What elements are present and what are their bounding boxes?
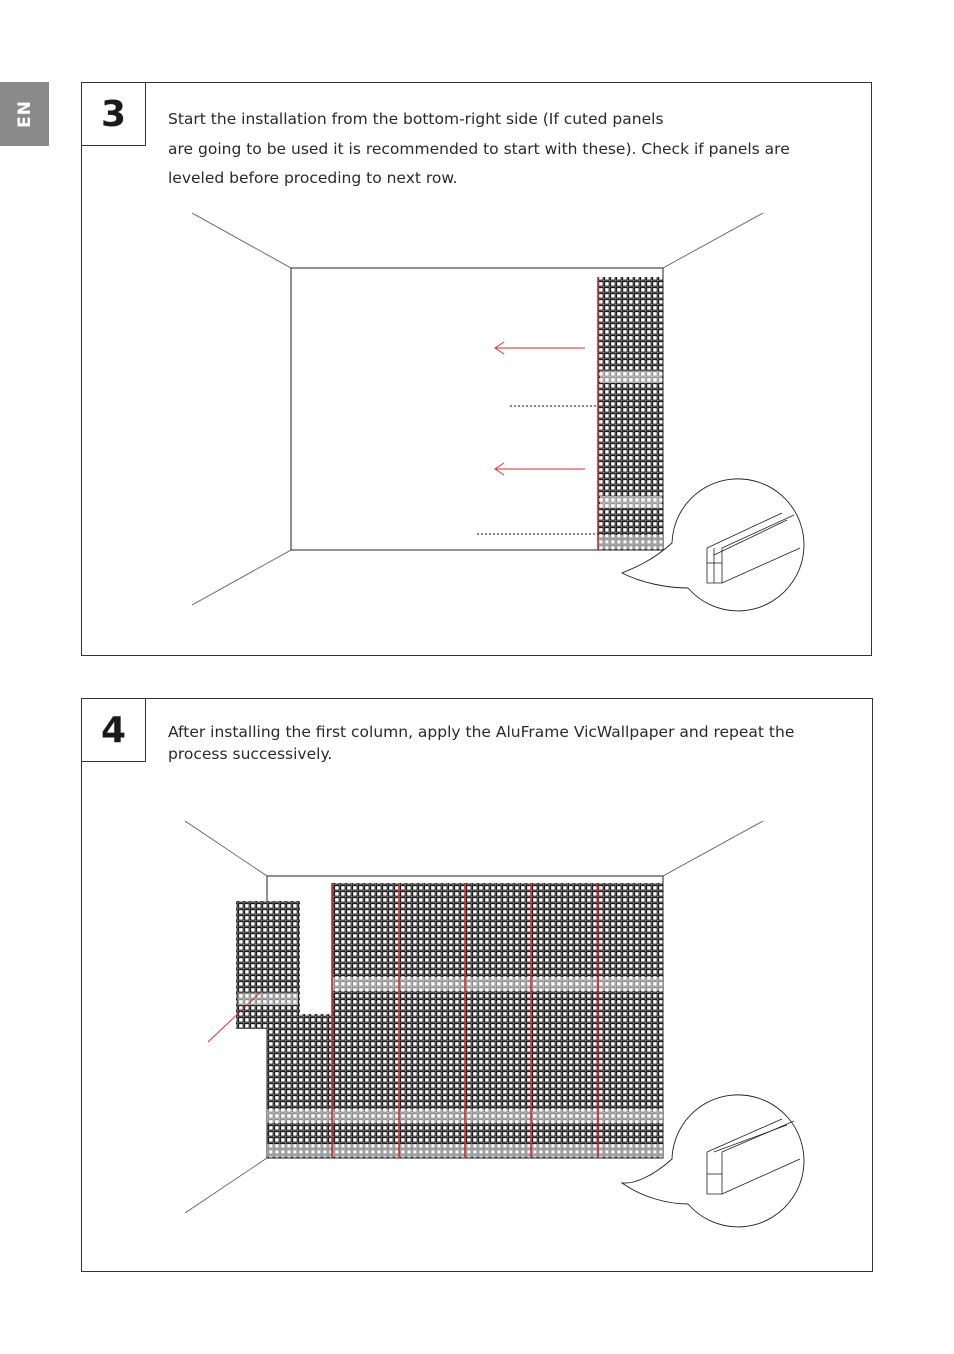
installation-illustration xyxy=(82,699,874,1273)
language-label: EN xyxy=(14,100,35,128)
instruction-line: process successively. xyxy=(168,745,333,763)
panel-column xyxy=(598,277,663,550)
room-edge-line xyxy=(192,550,291,605)
step-4-panel xyxy=(81,698,873,1272)
instruction-line: Start the installation from the bottom-right side (If cuted panels xyxy=(168,110,664,128)
installation-illustration xyxy=(82,83,873,657)
room-edge-line xyxy=(185,1158,267,1213)
new-panel-tiles xyxy=(236,901,300,1029)
cut-panel-row xyxy=(598,535,663,549)
language-tab xyxy=(0,82,49,146)
instruction-line: leveled before proceding to next row. xyxy=(168,169,458,187)
instruction-line: are going to be used it is recommended to start with these). Check if panels are xyxy=(168,139,790,158)
instruction-line: After installing the first column, apply the AluFrame VicWallpaper and repeat the xyxy=(168,723,795,741)
step-number: 4 xyxy=(100,709,127,751)
panel-seam xyxy=(332,977,663,991)
room-edge-line xyxy=(663,821,763,876)
room-edge-line xyxy=(663,213,763,268)
room-edge-line xyxy=(185,821,267,876)
panel-column-partial xyxy=(267,1014,332,1158)
panel-seam xyxy=(238,993,298,1005)
room-edge-line xyxy=(192,213,291,268)
step-3-panel xyxy=(81,82,872,656)
panel-seam xyxy=(600,496,662,508)
step-number: 3 xyxy=(100,93,127,135)
panel-seam xyxy=(600,371,662,383)
